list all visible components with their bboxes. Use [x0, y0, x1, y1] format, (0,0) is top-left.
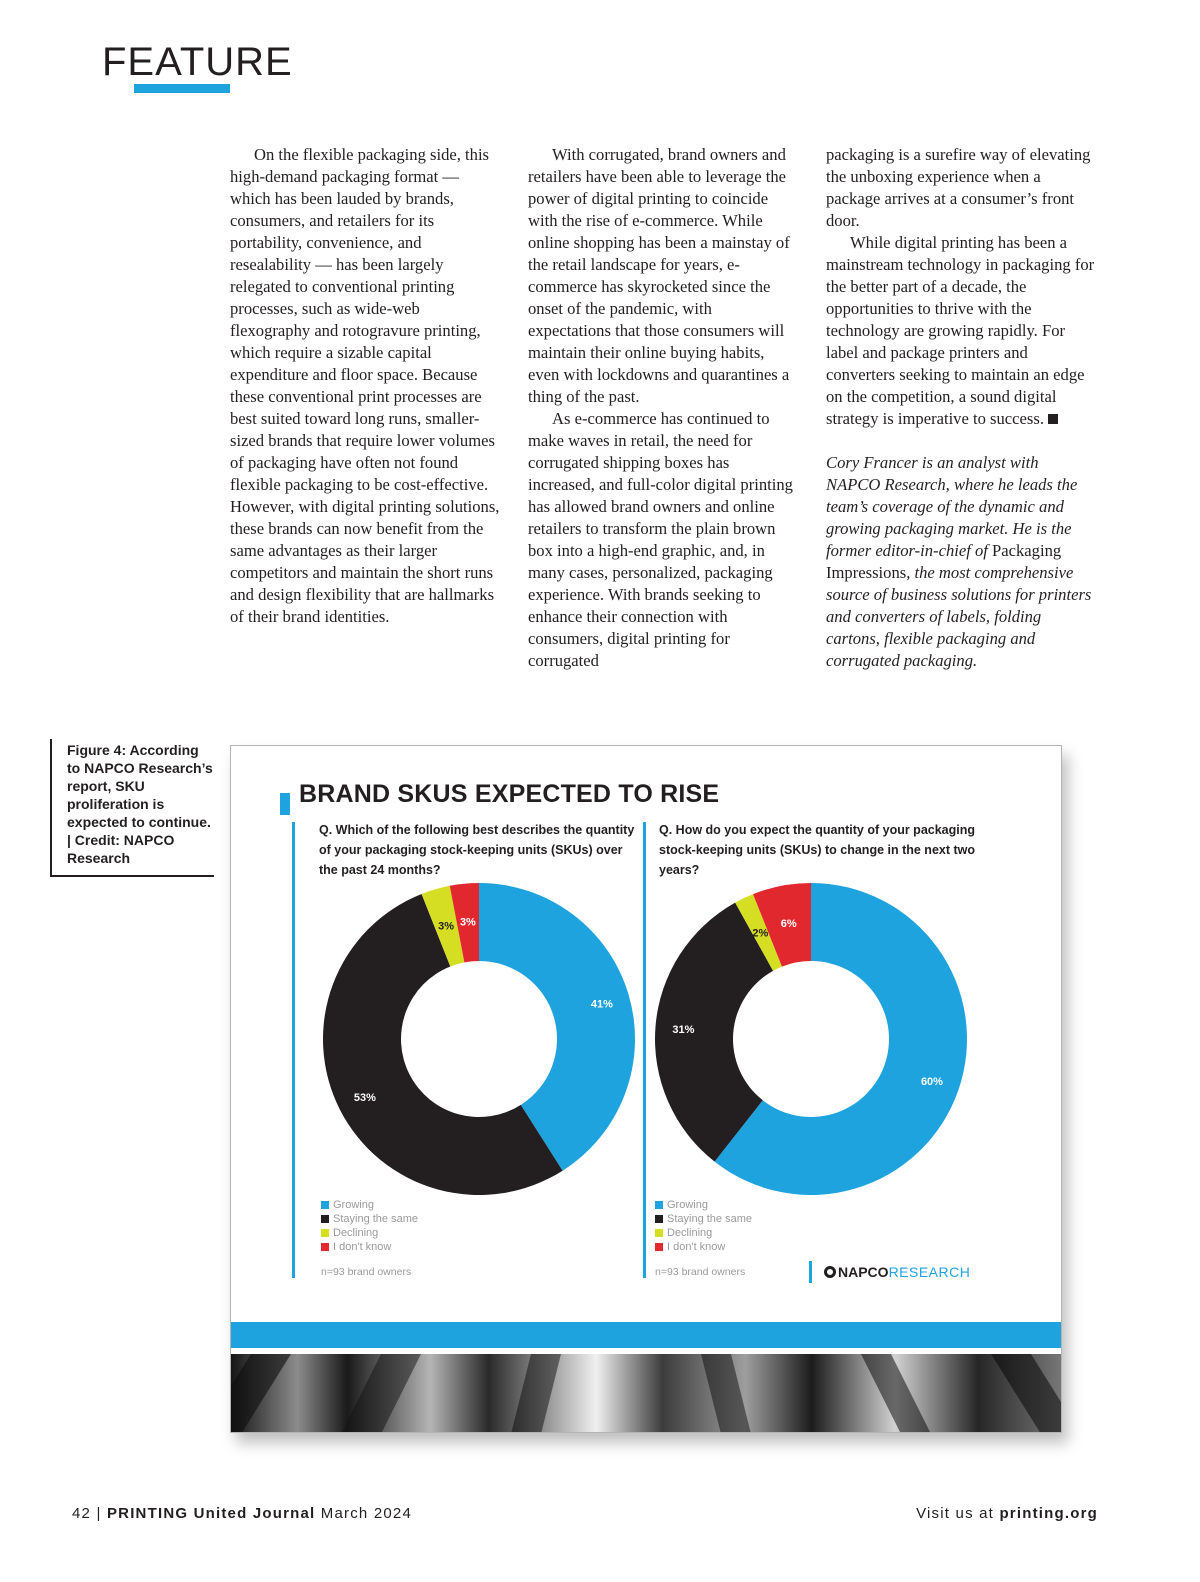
- donut-data-label: 6%: [780, 918, 797, 931]
- chart-2-question: Q. How do you expect the quantity of your packaging stock-keeping units (SKUs) to change in the next two years?: [659, 823, 976, 877]
- legend-label: Declining: [667, 1227, 713, 1239]
- chart-divider-middle: [643, 822, 646, 1278]
- donut-chart-1: [319, 879, 639, 1199]
- legend-item: [321, 1240, 418, 1254]
- page-number: 42: [72, 1505, 92, 1522]
- footer-visit: [916, 1505, 1098, 1522]
- end-mark-icon: [1048, 414, 1058, 424]
- legend-item: [655, 1198, 752, 1212]
- legend-item: [655, 1240, 752, 1254]
- legend-swatch-dont-know: [321, 1243, 329, 1251]
- legend-swatch-same: [321, 1215, 329, 1223]
- legend-item: [655, 1212, 752, 1226]
- legend-swatch-declining: [321, 1229, 329, 1237]
- legend-item: [321, 1226, 418, 1240]
- legend-label: I don't know: [667, 1241, 726, 1253]
- chart-2-sample-size: n=93 brand owners: [655, 1266, 746, 1278]
- footer-separator: |: [96, 1505, 102, 1522]
- footer-publication: [72, 1505, 412, 1522]
- article-column-3: [826, 144, 1096, 672]
- issue-date: March 2024: [320, 1505, 412, 1522]
- publication-name: PRINTING United Journal: [106, 1505, 316, 1522]
- legend-label: Growing: [667, 1199, 708, 1211]
- article-column-1: [230, 144, 500, 628]
- donut-data-label: 53%: [353, 1092, 376, 1105]
- legend-item: [655, 1226, 752, 1240]
- paragraph: [826, 232, 1096, 430]
- donut-data-label: 31%: [672, 1023, 695, 1036]
- chart-title-accent: [280, 793, 290, 815]
- figure-caption: Figure 4: According to NAPCO Research’s report, SKU proliferation is expected to continue. | Credit: NAPCO Research: [50, 739, 214, 877]
- chart-divider-left: [292, 822, 295, 1278]
- legend-swatch-growing: [321, 1201, 329, 1209]
- photo-strip: [231, 1354, 1061, 1433]
- legend-swatch-dont-know: [655, 1243, 663, 1251]
- paragraph: On the flexible packaging side, this high-demand packaging format — which has been lauded by brands, consumers, and retailers for its portability, convenience, and resealability — has been largely relegated to conventional printing processes, such as wide-web flexography and rotogravure printing, which require a sizable capital expenditure and floor space. Because these conventional print processes are best suited toward long runs, smaller-sized brands that require lower volumes of packaging have often not found flexible packaging to be cost-effective. However, with digital printing solutions, these brands can now benefit from the same advantages as their larger competitors and maintain the short runs and design flexibility that are hallmarks of their brand identities.: [230, 145, 500, 626]
- legend-item: [321, 1198, 418, 1212]
- donut-data-label: 2%: [752, 927, 769, 940]
- donut-chart-2: [651, 879, 971, 1199]
- legend-label: Staying the same: [333, 1213, 418, 1225]
- donut-data-label: 3%: [438, 920, 455, 933]
- legend-swatch-growing: [655, 1201, 663, 1209]
- logo-text-research: RESEARCH: [888, 1264, 971, 1280]
- legend-label: Declining: [333, 1227, 379, 1239]
- chart-2-legend: [655, 1198, 752, 1254]
- paragraph-text: While digital printing has been a mainstream technology in packaging for the better part of a decade, the opportunities to thrive with the technology are growing rapidly. For label and package printers and converters seeking to maintain an edge on the competition, a sound digital strategy is imperative to success.: [826, 233, 1095, 428]
- bio-text: Cory Francer is an analyst with NAPCO Research, where he leads the team’s coverage of the dynamic and growing packaging market. He is the former editor-in-chief of: [826, 453, 1078, 560]
- section-label: FEATURE: [102, 40, 293, 84]
- legend-swatch-same: [655, 1215, 663, 1223]
- paragraph: packaging is a surefire way of elevating the unboxing experience when a package arrives at a consumer’s front door.: [826, 145, 1091, 230]
- donut-data-label: 60%: [920, 1075, 943, 1088]
- visit-prefix: Visit us at: [916, 1505, 995, 1522]
- chart-title: BRAND SKUS EXPECTED TO RISE: [299, 780, 720, 808]
- legend-label: Growing: [333, 1199, 374, 1211]
- donut-data-label: 3%: [459, 916, 476, 929]
- author-bio: [826, 452, 1096, 672]
- napco-research-logo: [809, 1260, 970, 1284]
- paragraph: As e-commerce has continued to make waves in retail, the need for corrugated shipping boxes has increased, and full-color digital printing has allowed brand owners and online retailers to transform the plain brown box into a high-end graphic, and, in many cases, personalized, packaging experience. With brands seeking to enhance their connection with consumers, digital printing for corrugated: [528, 409, 793, 670]
- bio-text-end: , the most comprehensive source of business solutions for printers and converters of labels, folding cartons, flexible packaging and corrugated packaging.: [826, 563, 1092, 670]
- legend-label: I don't know: [333, 1241, 392, 1253]
- blue-band: [231, 1322, 1061, 1348]
- donut-data-label: 41%: [590, 998, 613, 1011]
- chart-1-legend: [321, 1198, 418, 1254]
- bio-publication: Packaging Impressions: [826, 541, 1062, 582]
- legend-item: [321, 1212, 418, 1226]
- section-accent-bar: [134, 84, 230, 93]
- article-column-2: [528, 144, 798, 672]
- napco-logo-icon: [824, 1266, 836, 1278]
- figure-chart-image: [230, 745, 1062, 1433]
- paragraph: With corrugated, brand owners and retailers have been able to leverage the power of digital printing to coincide with the rise of e-commerce. While online shopping has been a mainstay of the retail landscape for years, e-commerce has skyrocketed since the onset of the pandemic, with expectations that those consumers will maintain their online buying habits, even with lockdowns and quarantines a thing of the past.: [528, 145, 790, 406]
- logo-divider: [809, 1261, 812, 1283]
- logo-text-napco: NAPCO: [838, 1264, 889, 1280]
- legend-swatch-declining: [655, 1229, 663, 1237]
- legend-label: Staying the same: [667, 1213, 752, 1225]
- chart-1-sample-size: n=93 brand owners: [321, 1266, 412, 1278]
- chart-1-question: Q. Which of the following best describes the quantity of your packaging stock-keeping units (SKUs) over the past 24 months?: [319, 823, 635, 877]
- site-link[interactable]: printing.org: [999, 1505, 1098, 1522]
